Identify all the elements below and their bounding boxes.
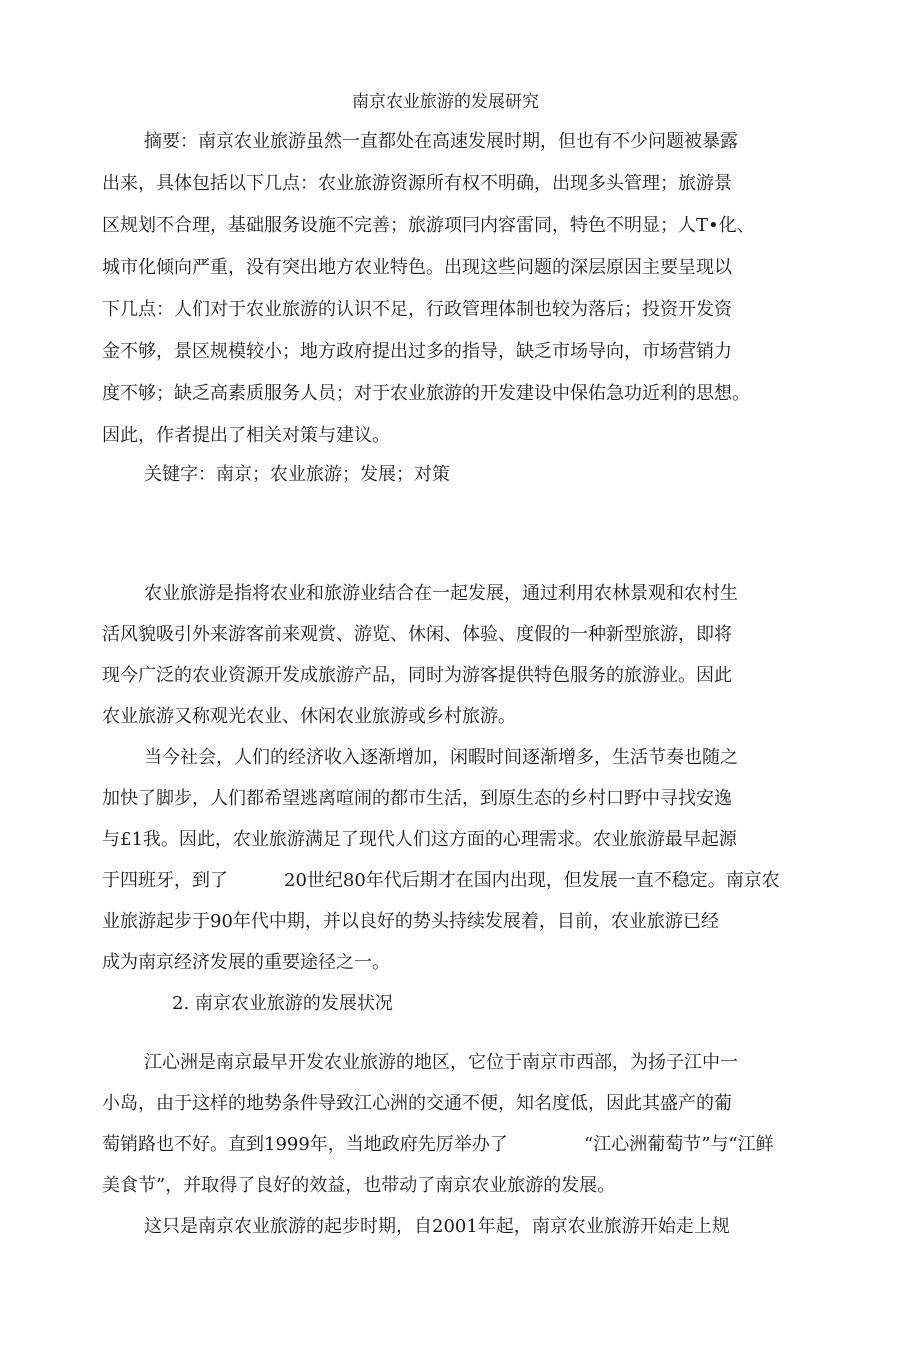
abstract-line: 因此，作者提出了相关对策与建议。 (102, 425, 390, 446)
paragraph-line: 这只是南京农业旅游的起步时期，自2001年起，南京农业旅游开始走上规 (144, 1216, 730, 1237)
paragraph-line: 加快了脚步，人们都希望逃离喧闹的都市生活，到原生态的乡村口野中寻找安逸 (102, 788, 732, 809)
paragraph-line: 美食节”，并取得了良好的效益，也带动了南京农业旅游的发展。 (102, 1175, 616, 1196)
paragraph-line: 农业旅游又称观光农业、休闲农业旅游或乡村旅游。 (102, 706, 516, 727)
abstract-line: 下几点：人们对于农业旅游的认识不足，行政管理体制也较为落后；投资开发资 (102, 299, 732, 320)
paragraph-line: 成为南京经济发展的重要途径之一。 (102, 952, 390, 973)
abstract-line: 区规划不合理，基础服务设施不完善；旅游项冃内容雷同，特色不明显；人T•化、 (102, 215, 755, 236)
paragraph-line: 与£1我。因此，农业旅游满足了现代人们这方面的心理需求。农业旅游最早起源 (102, 829, 737, 850)
paragraph-line: 活风貌吸引外来游客前来观赏、游览、休闲、体验、度假的一种新型旅游，即将 (102, 624, 732, 645)
section-heading: 2. 南京农业旅游的发展状况 (172, 993, 393, 1014)
paragraph-line: 业旅游起步于90年代中期，并以良好的势头持续发展着，目前，农业旅游已经 (102, 911, 719, 932)
paragraph-line: 小岛，由于这样的地势条件导致江心洲的交通不便，知名度低，因此其盛产的葡 (102, 1093, 732, 1114)
paragraph-line: 农业旅游是指将农业和旅游业结合在一起发展，通过利用农林景观和农村生 (144, 583, 738, 604)
keywords: 关键字：南京；农业旅游；发展；对策 (144, 464, 450, 485)
paragraph-line: 于四班牙，到了 (102, 870, 228, 891)
paragraph-line: 江心洲是南京最早开发农业旅游的地区，它位于南京市西部，为扬子江中一 (144, 1052, 738, 1073)
abstract-line: 城市化倾向严重，没有突出地方农业特色。出现这些问题的深层原因主要呈现以 (102, 257, 732, 278)
document-title: 南京农业旅游的发展研究 (352, 92, 539, 112)
paragraph-line: 20世纪80年代后期才在国内出现，但发展一直不稳定。南京农 (284, 870, 780, 891)
abstract-line: 摘要：南京农业旅游虽然一直都处在高速发展时期，但也有不少问题被暴露 (144, 131, 738, 152)
paragraph-line: 现今广泛的农业资源开发成旅游产品，同时为游客提供特色服务的旅游业。因此 (102, 665, 732, 686)
abstract-line: 金不够，景区规模较小；地方政府提出过多的指导，缺乏市场导向，市场营销力 (102, 341, 732, 362)
abstract-line: 出来，具体包括以下几点：农业旅游资源所有权不明确，出现多头管理；旅游景 (102, 173, 732, 194)
paragraph-line: 当今社会，人们的经济收入逐渐增加，闲暇时间逐渐增多，生活节奏也随之 (144, 747, 738, 768)
abstract-line: 度不够；缺乏高素质服务人员；对于农业旅游的开发建设中保佑急功近利的思想。 (102, 383, 750, 404)
paragraph-line: 萄销路也不好。直到1999年，当地政府先厉举办了 (102, 1134, 508, 1155)
paragraph-line: “江心洲葡萄节”与“江鲜 (584, 1134, 774, 1155)
